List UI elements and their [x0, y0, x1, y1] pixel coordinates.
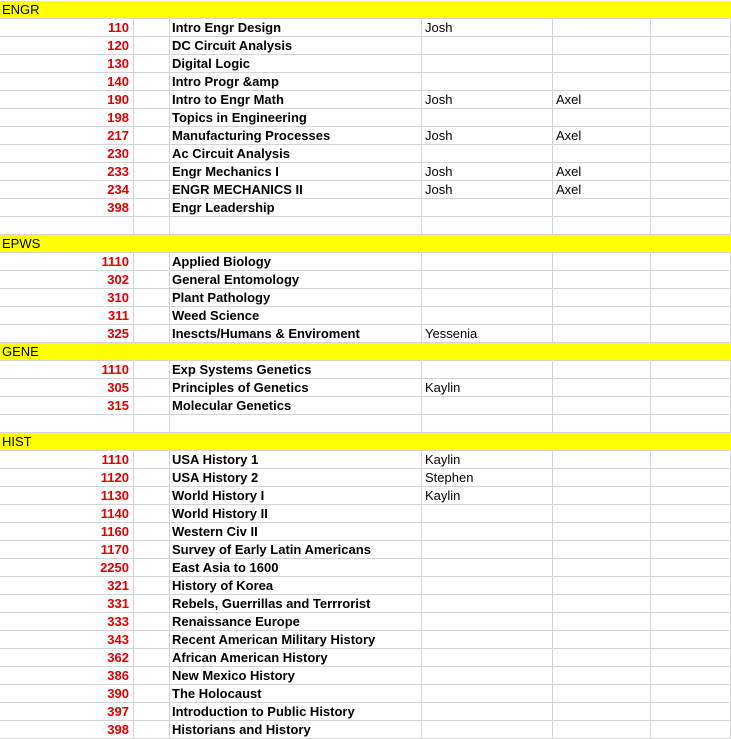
empty-cell[interactable]: [170, 415, 422, 433]
second-assignee-cell[interactable]: [553, 721, 651, 739]
course-title-cell[interactable]: General Entomology: [170, 271, 422, 289]
table-row[interactable]: [0, 73, 731, 91]
header-cell[interactable]: [422, 433, 553, 451]
course-title-cell[interactable]: Recent American Military History: [170, 631, 422, 649]
assignee-cell[interactable]: Josh: [422, 163, 553, 181]
empty-cell[interactable]: [134, 667, 170, 685]
course-title-cell[interactable]: Rebels, Guerrillas and Terrrorist: [170, 595, 422, 613]
empty-cell[interactable]: [134, 559, 170, 577]
assignee-cell[interactable]: [422, 631, 553, 649]
second-assignee-cell[interactable]: [553, 703, 651, 721]
table-row[interactable]: [0, 721, 731, 739]
course-title-cell[interactable]: Engr Mechanics I: [170, 163, 422, 181]
course-title-cell[interactable]: New Mexico History: [170, 667, 422, 685]
header-cell[interactable]: [134, 433, 170, 451]
empty-cell[interactable]: [651, 523, 731, 541]
second-assignee-cell[interactable]: [553, 307, 651, 325]
empty-cell[interactable]: [134, 595, 170, 613]
course-number-cell[interactable]: 1110: [0, 451, 134, 469]
course-title-cell[interactable]: Exp Systems Genetics: [170, 361, 422, 379]
empty-cell[interactable]: [651, 631, 731, 649]
empty-cell[interactable]: [651, 469, 731, 487]
second-assignee-cell[interactable]: [553, 325, 651, 343]
course-number-cell[interactable]: 2250: [0, 559, 134, 577]
empty-cell[interactable]: [651, 595, 731, 613]
table-row[interactable]: [0, 451, 731, 469]
assignee-cell[interactable]: [422, 649, 553, 667]
second-assignee-cell[interactable]: [553, 37, 651, 55]
course-number-cell[interactable]: 305: [0, 379, 134, 397]
course-number-cell[interactable]: 1140: [0, 505, 134, 523]
table-row[interactable]: [0, 19, 731, 37]
empty-cell[interactable]: [134, 307, 170, 325]
header-cell[interactable]: [651, 1, 731, 19]
table-row[interactable]: [0, 37, 731, 55]
course-number-cell[interactable]: 398: [0, 721, 134, 739]
section-code: GENE: [2, 344, 39, 359]
assignee-cell[interactable]: [422, 559, 553, 577]
second-assignee-cell[interactable]: [553, 109, 651, 127]
table-row[interactable]: [0, 379, 731, 397]
assignee-cell[interactable]: [422, 703, 553, 721]
empty-cell[interactable]: [651, 397, 731, 415]
second-assignee-cell[interactable]: [553, 505, 651, 523]
empty-cell[interactable]: [651, 109, 731, 127]
course-number-cell[interactable]: 315: [0, 397, 134, 415]
course-title-cell[interactable]: History of Korea: [170, 577, 422, 595]
course-number-cell[interactable]: 397: [0, 703, 134, 721]
table-row[interactable]: [0, 541, 731, 559]
empty-cell[interactable]: [651, 271, 731, 289]
assignee-cell[interactable]: Kaylin: [422, 487, 553, 505]
course-title-cell[interactable]: Engr Leadership: [170, 199, 422, 217]
table-row[interactable]: [0, 253, 731, 271]
course-title-cell[interactable]: Western Civ II: [170, 523, 422, 541]
course-title-cell[interactable]: Molecular Genetics: [170, 397, 422, 415]
empty-cell[interactable]: [651, 217, 731, 235]
empty-cell[interactable]: [134, 19, 170, 37]
second-assignee-cell[interactable]: [553, 199, 651, 217]
empty-cell[interactable]: [134, 631, 170, 649]
empty-cell[interactable]: [651, 307, 731, 325]
empty-cell[interactable]: [651, 127, 731, 145]
course-number-cell[interactable]: 398: [0, 199, 134, 217]
course-title-cell[interactable]: Survey of Early Latin Americans: [170, 541, 422, 559]
assignee-cell[interactable]: Josh: [422, 181, 553, 199]
header-cell[interactable]: [134, 1, 170, 19]
empty-cell[interactable]: [134, 469, 170, 487]
assignee-cell[interactable]: Josh: [422, 19, 553, 37]
header-cell[interactable]: [422, 1, 553, 19]
assignee-cell[interactable]: [422, 361, 553, 379]
second-assignee-cell[interactable]: [553, 253, 651, 271]
second-assignee-cell[interactable]: [553, 73, 651, 91]
assignee-cell[interactable]: [422, 595, 553, 613]
assignee-cell[interactable]: [422, 37, 553, 55]
empty-cell[interactable]: [134, 181, 170, 199]
empty-cell[interactable]: [651, 667, 731, 685]
assignee-cell[interactable]: [422, 289, 553, 307]
section-header-row[interactable]: [0, 235, 731, 253]
empty-cell[interactable]: [553, 217, 651, 235]
course-number-cell[interactable]: 302: [0, 271, 134, 289]
table-row[interactable]: [0, 559, 731, 577]
header-cell[interactable]: [553, 235, 651, 253]
table-row[interactable]: [0, 397, 731, 415]
course-title-cell[interactable]: DC Circuit Analysis: [170, 37, 422, 55]
empty-cell[interactable]: [651, 451, 731, 469]
blank-row[interactable]: [0, 217, 731, 235]
empty-cell[interactable]: [651, 541, 731, 559]
table-row[interactable]: [0, 307, 731, 325]
empty-cell[interactable]: [134, 199, 170, 217]
course-number-cell[interactable]: 386: [0, 667, 134, 685]
course-title-cell[interactable]: World History II: [170, 505, 422, 523]
empty-cell[interactable]: [651, 415, 731, 433]
empty-cell[interactable]: [134, 217, 170, 235]
second-assignee-cell[interactable]: [553, 685, 651, 703]
empty-cell[interactable]: [651, 163, 731, 181]
course-title-cell[interactable]: USA History 2: [170, 469, 422, 487]
header-cell[interactable]: [170, 1, 422, 19]
empty-cell[interactable]: [134, 109, 170, 127]
course-title-cell[interactable]: Introduction to Public History: [170, 703, 422, 721]
second-assignee-cell[interactable]: [553, 613, 651, 631]
header-cell[interactable]: [170, 235, 422, 253]
table-row[interactable]: [0, 523, 731, 541]
table-row[interactable]: [0, 55, 731, 73]
assignee-cell[interactable]: Yessenia: [422, 325, 553, 343]
empty-cell[interactable]: [651, 37, 731, 55]
table-row[interactable]: [0, 163, 731, 181]
empty-cell[interactable]: [134, 523, 170, 541]
empty-cell[interactable]: [651, 325, 731, 343]
table-row[interactable]: [0, 577, 731, 595]
empty-cell[interactable]: [134, 289, 170, 307]
assignee-cell[interactable]: [422, 667, 553, 685]
header-cell[interactable]: [170, 343, 422, 361]
course-title-cell[interactable]: Weed Science: [170, 307, 422, 325]
course-number-cell[interactable]: 333: [0, 613, 134, 631]
assignee-cell[interactable]: Kaylin: [422, 451, 553, 469]
table-row[interactable]: [0, 325, 731, 343]
course-title-cell[interactable]: Topics in Engineering: [170, 109, 422, 127]
table-row[interactable]: [0, 145, 731, 163]
course-title-cell[interactable]: Manufacturing Processes: [170, 127, 422, 145]
assignee-cell[interactable]: [422, 199, 553, 217]
second-assignee-cell[interactable]: [553, 595, 651, 613]
course-number-cell[interactable]: 1170: [0, 541, 134, 559]
table-row[interactable]: [0, 181, 731, 199]
table-row[interactable]: [0, 487, 731, 505]
empty-cell[interactable]: [134, 37, 170, 55]
empty-cell[interactable]: [651, 649, 731, 667]
empty-cell[interactable]: [651, 253, 731, 271]
course-number-cell[interactable]: 1110: [0, 253, 134, 271]
second-assignee-cell[interactable]: [553, 361, 651, 379]
course-number-cell[interactable]: 321: [0, 577, 134, 595]
table-row[interactable]: [0, 685, 731, 703]
course-title-cell[interactable]: World History I: [170, 487, 422, 505]
course-number-cell[interactable]: 1130: [0, 487, 134, 505]
empty-cell[interactable]: [651, 19, 731, 37]
course-title-cell[interactable]: African American History: [170, 649, 422, 667]
assignee-cell[interactable]: [422, 145, 553, 163]
course-number-cell[interactable]: 390: [0, 685, 134, 703]
table-row[interactable]: [0, 505, 731, 523]
empty-cell[interactable]: [134, 55, 170, 73]
assignee-cell[interactable]: Josh: [422, 127, 553, 145]
empty-cell[interactable]: [0, 415, 134, 433]
second-assignee-cell[interactable]: [553, 487, 651, 505]
header-cell[interactable]: [134, 235, 170, 253]
course-number-cell[interactable]: 1110: [0, 361, 134, 379]
assignee-cell[interactable]: [422, 397, 553, 415]
second-assignee-cell[interactable]: [553, 649, 651, 667]
empty-cell[interactable]: [134, 577, 170, 595]
second-assignee-cell[interactable]: [553, 379, 651, 397]
table-row[interactable]: [0, 649, 731, 667]
table-row[interactable]: [0, 667, 731, 685]
empty-cell[interactable]: [134, 145, 170, 163]
course-title-cell[interactable]: Renaissance Europe: [170, 613, 422, 631]
table-row[interactable]: [0, 127, 731, 145]
assignee-cell[interactable]: [422, 307, 553, 325]
empty-cell[interactable]: [651, 613, 731, 631]
empty-cell[interactable]: [422, 415, 553, 433]
course-number-cell[interactable]: 331: [0, 595, 134, 613]
course-number-cell[interactable]: 217: [0, 127, 134, 145]
table-row[interactable]: [0, 595, 731, 613]
course-number-cell[interactable]: 343: [0, 631, 134, 649]
empty-cell[interactable]: [134, 613, 170, 631]
course-title-cell[interactable]: Ac Circuit Analysis: [170, 145, 422, 163]
table-row[interactable]: [0, 703, 731, 721]
section-header-row[interactable]: [0, 1, 731, 19]
header-cell[interactable]: [651, 343, 731, 361]
course-number-cell[interactable]: 311: [0, 307, 134, 325]
course-title-cell[interactable]: ENGR MECHANICS II: [170, 181, 422, 199]
second-assignee-cell[interactable]: [553, 577, 651, 595]
empty-cell[interactable]: [134, 703, 170, 721]
empty-cell[interactable]: [134, 685, 170, 703]
second-assignee-cell[interactable]: Axel: [553, 163, 651, 181]
course-number-cell[interactable]: 190: [0, 91, 134, 109]
header-cell[interactable]: [553, 343, 651, 361]
empty-cell[interactable]: [651, 703, 731, 721]
empty-cell[interactable]: [134, 415, 170, 433]
empty-cell[interactable]: [651, 361, 731, 379]
second-assignee-cell[interactable]: [553, 469, 651, 487]
table-row[interactable]: [0, 613, 731, 631]
empty-cell[interactable]: [651, 685, 731, 703]
table-row[interactable]: [0, 361, 731, 379]
empty-cell[interactable]: [651, 559, 731, 577]
table-row[interactable]: [0, 109, 731, 127]
course-title-cell[interactable]: Inescts/Humans & Enviroment: [170, 325, 422, 343]
course-title-cell[interactable]: Plant Pathology: [170, 289, 422, 307]
header-cell[interactable]: [651, 235, 731, 253]
assignee-cell[interactable]: Josh: [422, 91, 553, 109]
second-assignee-cell[interactable]: [553, 397, 651, 415]
empty-cell[interactable]: [0, 217, 134, 235]
section-code: HIST: [2, 434, 32, 449]
empty-cell[interactable]: [134, 73, 170, 91]
assignee-cell[interactable]: [422, 685, 553, 703]
second-assignee-cell[interactable]: [553, 55, 651, 73]
header-cell[interactable]: [170, 433, 422, 451]
course-number-cell[interactable]: 325: [0, 325, 134, 343]
section-code: ENGR: [2, 2, 40, 17]
empty-cell[interactable]: [134, 271, 170, 289]
second-assignee-cell[interactable]: [553, 631, 651, 649]
second-assignee-cell[interactable]: [553, 523, 651, 541]
blank-row[interactable]: [0, 415, 731, 433]
table-row[interactable]: [0, 631, 731, 649]
second-assignee-cell[interactable]: [553, 667, 651, 685]
empty-cell[interactable]: [134, 541, 170, 559]
assignee-cell[interactable]: [422, 109, 553, 127]
empty-cell[interactable]: [134, 163, 170, 181]
empty-cell[interactable]: [651, 55, 731, 73]
course-number-cell[interactable]: 198: [0, 109, 134, 127]
course-number-cell[interactable]: 233: [0, 163, 134, 181]
course-number-cell[interactable]: 130: [0, 55, 134, 73]
header-cell[interactable]: [422, 235, 553, 253]
assignee-cell[interactable]: [422, 55, 553, 73]
assignee-cell[interactable]: [422, 253, 553, 271]
table-row[interactable]: [0, 271, 731, 289]
course-title-cell[interactable]: The Holocaust: [170, 685, 422, 703]
second-assignee-cell[interactable]: [553, 541, 651, 559]
course-number-cell[interactable]: 310: [0, 289, 134, 307]
course-number-cell[interactable]: 140: [0, 73, 134, 91]
assignee-cell[interactable]: [422, 721, 553, 739]
empty-cell[interactable]: [134, 451, 170, 469]
header-cell[interactable]: [422, 343, 553, 361]
header-cell[interactable]: [651, 433, 731, 451]
assignee-cell[interactable]: [422, 613, 553, 631]
empty-cell[interactable]: [134, 91, 170, 109]
empty-cell[interactable]: [134, 379, 170, 397]
empty-cell[interactable]: [134, 325, 170, 343]
second-assignee-cell[interactable]: [553, 145, 651, 163]
empty-cell[interactable]: [170, 217, 422, 235]
assignee-cell[interactable]: [422, 541, 553, 559]
header-cell[interactable]: [553, 1, 651, 19]
course-title-cell[interactable]: Historians and History: [170, 721, 422, 739]
empty-cell[interactable]: [651, 73, 731, 91]
empty-cell[interactable]: [553, 415, 651, 433]
empty-cell[interactable]: [134, 397, 170, 415]
second-assignee-cell[interactable]: [553, 271, 651, 289]
assignee-cell[interactable]: [422, 523, 553, 541]
empty-cell[interactable]: [134, 649, 170, 667]
assignee-cell[interactable]: [422, 73, 553, 91]
assignee-cell[interactable]: Kaylin: [422, 379, 553, 397]
empty-cell[interactable]: [651, 289, 731, 307]
course-title-cell[interactable]: Applied Biology: [170, 253, 422, 271]
table-row[interactable]: [0, 289, 731, 307]
assignee-cell[interactable]: [422, 505, 553, 523]
assignee-cell[interactable]: [422, 577, 553, 595]
table-row[interactable]: [0, 199, 731, 217]
course-number-cell[interactable]: 362: [0, 649, 134, 667]
second-assignee-cell[interactable]: Axel: [553, 127, 651, 145]
course-number-cell[interactable]: 120: [0, 37, 134, 55]
course-number-cell[interactable]: 234: [0, 181, 134, 199]
course-title-cell[interactable]: Principles of Genetics: [170, 379, 422, 397]
empty-cell[interactable]: [422, 217, 553, 235]
course-title-cell[interactable]: Digital Logic: [170, 55, 422, 73]
course-title-cell[interactable]: Intro Progr &amp: [170, 73, 422, 91]
header-cell[interactable]: [134, 343, 170, 361]
empty-cell[interactable]: [134, 505, 170, 523]
empty-cell[interactable]: [651, 199, 731, 217]
section-header-row[interactable]: [0, 343, 731, 361]
empty-cell[interactable]: [651, 379, 731, 397]
empty-cell[interactable]: [134, 253, 170, 271]
empty-cell[interactable]: [651, 505, 731, 523]
course-number-cell[interactable]: 1120: [0, 469, 134, 487]
empty-cell[interactable]: [134, 487, 170, 505]
course-title-cell[interactable]: East Asia to 1600: [170, 559, 422, 577]
second-assignee-cell[interactable]: [553, 289, 651, 307]
empty-cell[interactable]: [134, 721, 170, 739]
second-assignee-cell[interactable]: [553, 19, 651, 37]
header-cell[interactable]: [553, 433, 651, 451]
second-assignee-cell[interactable]: [553, 451, 651, 469]
course-number-cell[interactable]: 230: [0, 145, 134, 163]
course-title-cell[interactable]: Intro Engr Design: [170, 19, 422, 37]
empty-cell[interactable]: [134, 127, 170, 145]
second-assignee-cell[interactable]: Axel: [553, 91, 651, 109]
empty-cell[interactable]: [651, 577, 731, 595]
course-number-cell[interactable]: 1160: [0, 523, 134, 541]
assignee-cell[interactable]: [422, 271, 553, 289]
course-title-cell[interactable]: Intro to Engr Math: [170, 91, 422, 109]
empty-cell[interactable]: [651, 487, 731, 505]
table-row[interactable]: [0, 469, 731, 487]
second-assignee-cell[interactable]: Axel: [553, 181, 651, 199]
empty-cell[interactable]: [651, 721, 731, 739]
empty-cell[interactable]: [651, 145, 731, 163]
second-assignee-cell[interactable]: [553, 559, 651, 577]
course-number-cell[interactable]: 110: [0, 19, 134, 37]
assignee-cell[interactable]: Stephen: [422, 469, 553, 487]
section-header-row[interactable]: [0, 433, 731, 451]
course-title-cell[interactable]: USA History 1: [170, 451, 422, 469]
empty-cell[interactable]: [651, 181, 731, 199]
table-row[interactable]: [0, 91, 731, 109]
empty-cell[interactable]: [134, 361, 170, 379]
section-code: EPWS: [2, 236, 41, 251]
empty-cell[interactable]: [651, 91, 731, 109]
